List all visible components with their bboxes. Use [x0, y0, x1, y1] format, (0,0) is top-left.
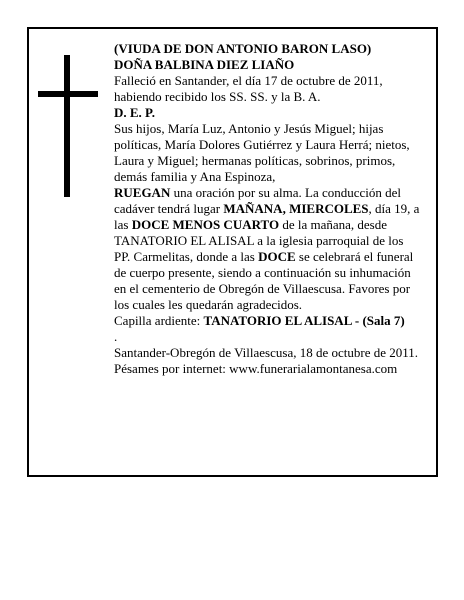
- ruegan-word: RUEGAN: [114, 185, 171, 200]
- deceased-name: DOÑA BALBINA DIEZ LIAÑO: [114, 57, 295, 72]
- funeral-weekday: MIERCOLES: [289, 201, 369, 216]
- funeral-comma: ,: [282, 201, 290, 216]
- chapel-trailing: .: [114, 329, 118, 344]
- chapel-line: [114, 313, 422, 345]
- condolences-line: Pésames por internet: www.funerarialamontanesa.com: [114, 361, 398, 376]
- funeral-details: [114, 185, 422, 313]
- death-announcement: Falleció en Santander, el día 17 de octubre de 2011, habiendo recibido los SS. SS. y la B. A.: [114, 73, 383, 104]
- chapel-place: TANATORIO EL ALISAL - (Sala 7): [203, 313, 405, 328]
- cross-vertical-bar: [64, 55, 70, 197]
- mass-time: DOCE: [258, 249, 296, 264]
- widow-of-line: (VIUDA DE DON ANTONIO BARON LASO): [114, 41, 372, 56]
- funeral-text-2: , día 19, a las: [114, 201, 420, 232]
- cross-horizontal-bar: [38, 91, 98, 97]
- funeral-text-1: una oración por su alma. La conducción del cadáver tendrá lugar: [114, 185, 402, 216]
- funeral-day: MAÑANA: [223, 201, 283, 216]
- mourners-list: Sus hijos, María Luz, Antonio y Jesús Miguel; hijas políticas, María Dolores Gutiérrez y Laura Herrá; nietos, Laura y Miguel; hermanas políticas, sobrinos, primos, demás familia y Ana Espinoza,: [114, 121, 410, 184]
- chapel-label: Capilla ardiente:: [114, 313, 204, 328]
- cross-icon: [38, 55, 98, 197]
- funeral-text-4: se celebrará el funeral de cuerpo presente, siendo a continuación su inhumación en el cementerio de Obregón de Villaescusa. Favores por los cuales les quedarán agradecidos.: [114, 249, 414, 312]
- funeral-time: DOCE MENOS CUARTO: [131, 217, 280, 232]
- funeral-text-3: de la mañana, desde TANATORIO EL ALISAL a la iglesia parroquial de los PP. Carmelitas, donde a las: [114, 217, 404, 264]
- place-date-line: Santander-Obregón de Villaescusa, 18 de octubre de 2011.: [114, 345, 419, 360]
- obituary-text: [114, 41, 422, 377]
- rip-line: D. E. P.: [114, 105, 156, 120]
